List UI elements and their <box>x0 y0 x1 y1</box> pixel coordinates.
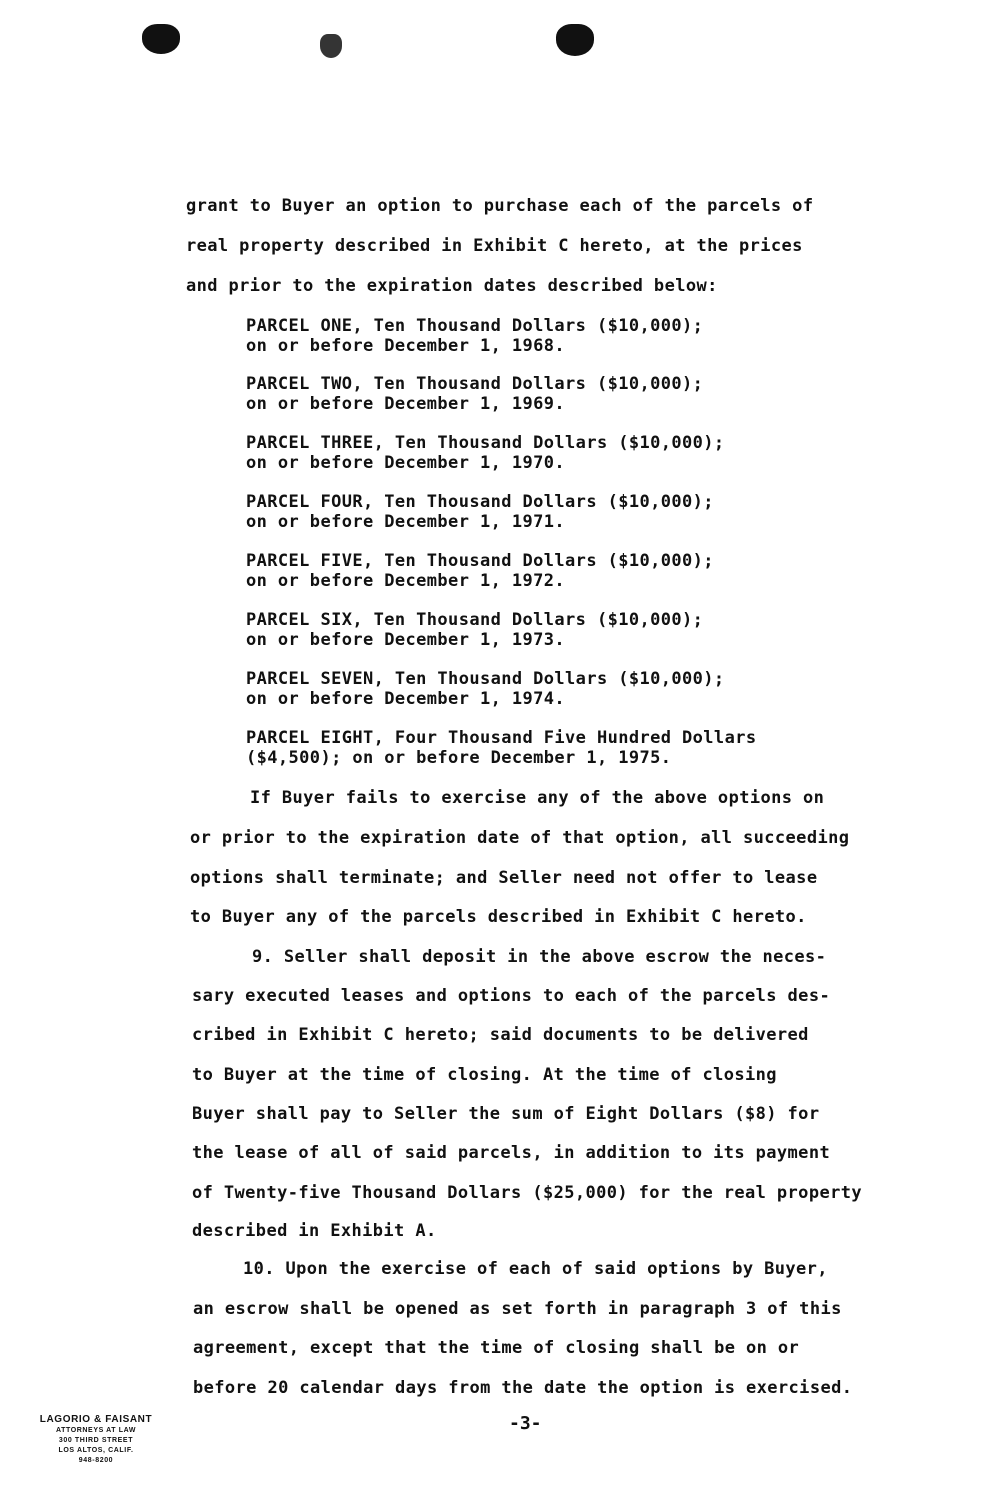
parcel-five-line2: on or before December 1, 1972. <box>246 571 566 591</box>
firm-line: LOS ALTOS, CALIF. <box>58 1447 134 1454</box>
punch-hole-left <box>142 24 180 54</box>
parcel-seven-line2: on or before December 1, 1974. <box>246 689 566 709</box>
parcel-eight-line1: PARCEL EIGHT, Four Thousand Five Hundred Dollars <box>246 728 757 748</box>
parcel-seven-line1: PARCEL SEVEN, Ten Thousand Dollars ($10,000); <box>246 669 725 689</box>
failure-paragraph-line: options shall terminate; and Seller need not offer to lease <box>190 868 818 888</box>
firm-line: 948-8200 <box>78 1457 114 1464</box>
paragraph-10-line: an escrow shall be opened as set forth in paragraph 3 of this <box>193 1299 842 1319</box>
parcel-three-line2: on or before December 1, 1970. <box>246 453 566 473</box>
firm-name: LAGORIO & FAISANT <box>39 1414 153 1425</box>
parcel-one-line2: on or before December 1, 1968. <box>246 336 566 356</box>
paragraph-9-line: 9. Seller shall deposit in the above escrow the neces- <box>252 947 827 967</box>
parcel-six-line1: PARCEL SIX, Ten Thousand Dollars ($10,000); <box>246 610 704 630</box>
intro-line: real property described in Exhibit C hereto, at the prices <box>186 236 803 256</box>
punch-hole-middle <box>320 34 342 58</box>
parcel-three-line1: PARCEL THREE, Ten Thousand Dollars ($10,000); <box>246 433 725 453</box>
paragraph-10-line: 10. Upon the exercise of each of said options by Buyer, <box>243 1259 828 1279</box>
intro-line: grant to Buyer an option to purchase each of the parcels of <box>186 196 814 216</box>
law-firm-block <box>26 1413 166 1466</box>
paragraph-9-line: described in Exhibit A. <box>192 1221 437 1241</box>
paragraph-10-line: agreement, except that the time of closing shall be on or <box>193 1338 800 1358</box>
paragraph-9-line: to Buyer at the time of closing. At the time of closing <box>192 1065 777 1085</box>
intro-line: and prior to the expiration dates described below: <box>186 276 718 296</box>
parcel-eight-line2: ($4,500); on or before December 1, 1975. <box>246 748 672 768</box>
punch-hole-right <box>556 24 594 56</box>
paragraph-9-line: sary executed leases and options to each of the parcels des- <box>192 986 831 1006</box>
paragraph-10-line: before 20 calendar days from the date the option is exercised. <box>193 1378 853 1398</box>
paragraph-9-line: of Twenty-five Thousand Dollars ($25,000) for the real property <box>192 1183 862 1203</box>
paragraph-9-line: the lease of all of said parcels, in addition to its payment <box>192 1143 831 1163</box>
parcel-two-line2: on or before December 1, 1969. <box>246 394 566 414</box>
firm-line: 300 THIRD STREET <box>58 1437 134 1444</box>
parcel-two-line1: PARCEL TWO, Ten Thousand Dollars ($10,000); <box>246 374 704 394</box>
paragraph-9-line: Buyer shall pay to Seller the sum of Eight Dollars ($8) for <box>192 1104 820 1124</box>
failure-paragraph-line: or prior to the expiration date of that option, all succeeding <box>190 828 850 848</box>
parcel-four-line2: on or before December 1, 1971. <box>246 512 566 532</box>
firm-line: ATTORNEYS AT LAW <box>55 1427 137 1434</box>
parcel-four-line1: PARCEL FOUR, Ten Thousand Dollars ($10,000); <box>246 492 714 512</box>
parcel-one-line1: PARCEL ONE, Ten Thousand Dollars ($10,000); <box>246 316 704 336</box>
parcel-six-line2: on or before December 1, 1973. <box>246 630 566 650</box>
page-number: -3- <box>509 1413 542 1434</box>
parcel-five-line1: PARCEL FIVE, Ten Thousand Dollars ($10,000); <box>246 551 714 571</box>
failure-paragraph-line: If Buyer fails to exercise any of the above options on <box>250 788 825 808</box>
paragraph-9-line: cribed in Exhibit C hereto; said documents to be delivered <box>192 1025 809 1045</box>
failure-paragraph-line: to Buyer any of the parcels described in Exhibit C hereto. <box>190 907 807 927</box>
